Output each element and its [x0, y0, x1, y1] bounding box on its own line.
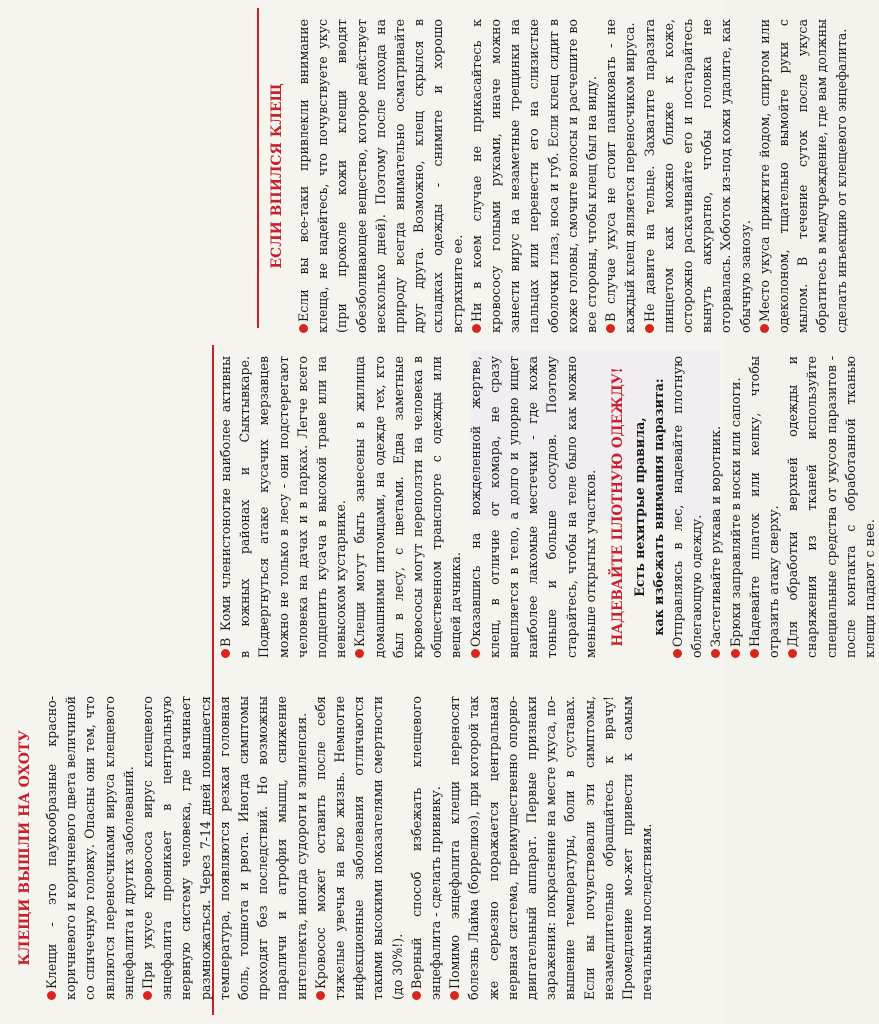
paragraph: Оказавшись на вожделенной жертве, клещ, в отличие от комара, не сразу вцепляется в тело, а долго и упорно ищет наиболее лакомые местечки - где кожа тоньше и больше сосудов. Поэтому старайтесь, чтобы на теле было как можно меньше открытых участков. [467, 356, 598, 658]
paragraph: Место укуса прижгите йодом, спиртом или одеколоном, тщательно вымойте руки с мылом. В течение суток после укуса обратитесь в медучреждение, где вам должны сделать инъекцию от клещевого энцефалита. [756, 19, 849, 333]
rule-item: Отправляясь в лес, надевайте плотную облегающую одежду. [670, 356, 705, 658]
bullet-icon [711, 649, 720, 658]
bullet-icon [760, 324, 769, 333]
section-heading-ticks-hunting: КЛЕЩИ ВЫШЛИ НА ОХОТУ [17, 730, 33, 966]
rules-title: Есть нехитрые правила, [632, 417, 648, 597]
paragraph: Помимо энцефалита клещи переносят болезнь Лайма (боррелиоз), при которой так же серьезно поражается центральная нервная система, преимущественно опорно-двигательный аппарат. Первые признаки заражения: покраснение на месте укуса, по-вышение температуры, боли в суставах. Если вы почувствовали эти симптомы, незамедлительно обращайтесь к врачу! Промедление мо-жет привести к самым печальным последствиям. [447, 696, 655, 1000]
paragraph: Верный способ избежать клещевого энцефалита - сделать прививку. [408, 696, 444, 1000]
bullet-icon [673, 649, 682, 658]
paragraph: Кровосос может оставить после себя тяжелые увечья на всю жизнь. Немногие инфекционные заболевания отличаются такими высокими показателями смертности (до 30%!). [312, 696, 405, 1000]
paragraph: В случае укуса не стоит паниковать - не каждый клещ является переносчиком вируса. [603, 19, 638, 333]
bullet-icon [143, 991, 152, 1000]
paragraph: Ни в коем случае не прикасайтесь к кровососу голыми руками, иначе можно занести вирус на незаметные трещинки на пальцах или перенести его на слизистые оболочки глаз, носа и губ. Если клещ сидит в коже головы, смочите волосы и расчешите во все стороны, чтобы клещ был на виду. [468, 19, 600, 333]
paragraph: Клещи могут быть занесены в жилища домашними питомцами, на одежде тех, кто был в лесу, с цветами. Едва заметные кровососы могут переползти на человека в общественном транспорте с одежды или вещей дачника. [352, 356, 464, 658]
article-column-middle [214, 346, 878, 664]
rule-item: Надевайте платок или кепку, чтобы отразить атаку сверху. [746, 356, 782, 658]
bullet-icon [316, 991, 325, 1000]
rule-item: Застегивайте рукава и воротник. [706, 356, 725, 658]
rule-item: Брюки заправляйте в носки или сапоги. [726, 356, 745, 658]
bullet-icon [472, 324, 481, 333]
bullet-icon [450, 991, 459, 1000]
section-heading-wear-clothes: НАДЕВАЙТЕ ПЛОТНУЮ ОДЕЖДУ! [610, 367, 627, 647]
bullet-icon [299, 324, 308, 333]
bullet-icon [606, 324, 615, 333]
paragraph: Клещи - это паукообразные красно-коричневого и коричневого цвета величиной со спичечную головку. Опасны они тем, что являются переносчиками вируса клещевого энцефалита и других заболеваний. [44, 696, 136, 1000]
bullet-icon [731, 649, 740, 658]
section-heading-if-bitten: ЕСЛИ ВПИЛСЯ КЛЕЩ [269, 83, 285, 269]
bullet-icon [355, 649, 364, 658]
bullet-icon [471, 649, 480, 658]
paragraph: Не давите на тельце. Захватите паразита пинцетом как можно ближе к коже, осторожно раскачивайте его и постарайтесь вынуть аккуратно, чтобы головка не оторвалась. Хоботок из-под кожи удалите, как обычную занозу. [641, 19, 753, 333]
rules-title: как избежать внимания паразита: [651, 378, 667, 636]
bullet-icon [788, 649, 797, 658]
paragraph: Если вы все-таки привлекли внимание клеща, не надейтесь, что почувствуете укус (при проколе кожи клещи вводят обезболивающее вещество, которое действует несколько дней). Поэтому после похода на природу всегда внимательно осматривайте друг друга. Возможно, клещ скрылся в складках одежды - снимите и хорошо встряхните ее. [296, 19, 465, 333]
bullet-icon [47, 991, 56, 1000]
bullet-icon [645, 324, 654, 333]
bullet-icon [750, 649, 759, 658]
bullet-icon [412, 991, 421, 1000]
article-column-right [258, 9, 849, 339]
paragraph: При укусе кровососа вирус клещевого энцефалита проникает в центральную нервную систему человека, где начинает размножаться. Через 7-14 дней повышается температура, появляются резкая головная боль, тошнота и рвота. Иногда симптомы проходят без последствий. Но возможны параличи и атрофия мышц, снижение интеллекта, иногда судороги и эпилепсия. [140, 696, 309, 1000]
paragraph: В Коми членистоногие наиболее активны в южных районах и Сыктывкаре. Подвергнуться атаке кусачих мерзавцев можно не только в лесу - они подстерегают человека на дачах и в парках. Легче всего подцепить кусача в высокой траве или на невысоком кустарнике. [218, 356, 349, 658]
bullet-icon [221, 649, 230, 658]
article-column-left [4, 686, 655, 1014]
rule-item: Для обработки верхней одежды и снаряжения из тканей используйте специальные средства от укусов паразитов - после контакта с обработанной тканью клещи падают с нее. [785, 356, 878, 658]
